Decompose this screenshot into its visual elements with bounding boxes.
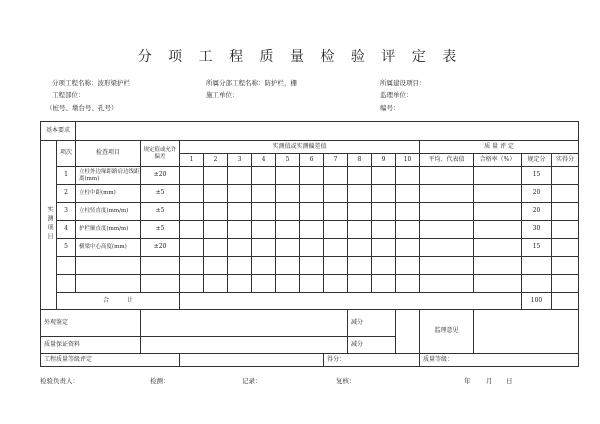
row-seq: 3 bbox=[57, 203, 76, 221]
col-avg-header: 平均、代表值 bbox=[420, 154, 474, 167]
measure-num-8: 8 bbox=[348, 154, 372, 167]
quality-grade-label: 质量等级： bbox=[420, 354, 579, 367]
measure-num-4: 4 bbox=[252, 154, 276, 167]
quality-docs-deduct-label: 减分 bbox=[348, 337, 396, 354]
row-seq: 4 bbox=[57, 221, 76, 239]
table-row bbox=[41, 275, 579, 293]
location-label: 工程部位： bbox=[52, 91, 85, 99]
row-item: 立柱外边缘距路肩边线距离(mm) bbox=[76, 167, 141, 185]
measure-num-6: 6 bbox=[300, 154, 324, 167]
measure-num-9: 9 bbox=[372, 154, 396, 167]
measured-items-label: 实测项目 bbox=[41, 141, 57, 310]
row-score: 15 bbox=[522, 167, 552, 185]
row-item: 护栏顺直度(mm/m) bbox=[76, 221, 141, 239]
page-title: 分 项 工 程 质 量 检 验 评 定 表 bbox=[137, 49, 463, 65]
row-seq: 1 bbox=[57, 167, 76, 185]
row-score: 20 bbox=[522, 185, 552, 203]
recorder-label: 记录： bbox=[242, 377, 262, 385]
number-label: 编号： bbox=[380, 104, 400, 112]
appearance-deduct-label: 减分 bbox=[348, 310, 396, 337]
basic-requirement-label: 基本要求 bbox=[41, 122, 76, 141]
col-pass-header: 合格率（%） bbox=[474, 154, 522, 167]
row-spec: ±5 bbox=[141, 221, 180, 239]
col-measured-header: 实测值或实测偏差值 bbox=[180, 141, 420, 154]
total-label: 合 计 bbox=[57, 293, 180, 310]
measure-num-3: 3 bbox=[228, 154, 252, 167]
score-label: 得分： bbox=[324, 354, 420, 367]
row-spec: ±5 bbox=[141, 185, 180, 203]
supervisor-label: 监理单位： bbox=[380, 91, 413, 99]
quality-docs-label: 质量保证资料 bbox=[41, 337, 141, 354]
col-seq-header: 项次 bbox=[57, 141, 76, 167]
year-label: 年 bbox=[464, 377, 471, 385]
row-score: 20 bbox=[522, 203, 552, 221]
contractor-label: 施工单位： bbox=[206, 91, 239, 99]
row-item: 立柱中距(mm) bbox=[76, 185, 141, 203]
supervision-label: 监理意见 bbox=[420, 310, 474, 354]
row-score: 30 bbox=[522, 221, 552, 239]
total-score: 100 bbox=[522, 293, 552, 310]
inspection-table bbox=[40, 121, 579, 367]
basic-requirement-cell bbox=[76, 122, 579, 141]
month-label: 月 bbox=[486, 377, 493, 385]
table-row bbox=[41, 257, 579, 275]
row-seq: 2 bbox=[57, 185, 76, 203]
col-spec-header: 规定值或允许偏差 bbox=[141, 141, 180, 167]
measure-num-2: 2 bbox=[204, 154, 228, 167]
table-row bbox=[41, 221, 579, 239]
table-row bbox=[41, 167, 579, 185]
row-score: 15 bbox=[522, 239, 552, 257]
measure-num-1: 1 bbox=[180, 154, 204, 167]
checker-label: 复核： bbox=[336, 377, 356, 385]
parent-project-label: 所属分部工程名称：防护栏，栅 bbox=[206, 79, 297, 87]
table-row bbox=[41, 185, 579, 203]
measure-num-10: 10 bbox=[396, 154, 420, 167]
row-spec: ±20 bbox=[141, 239, 180, 257]
row-spec: ±20 bbox=[141, 167, 180, 185]
row-item: 立柱竖直度(mm/m) bbox=[76, 203, 141, 221]
col-item-header: 检查项目 bbox=[76, 141, 141, 167]
row-seq: 5 bbox=[57, 239, 76, 257]
table-row bbox=[41, 239, 579, 257]
stake-label: （桩号、墩台号、孔号） bbox=[46, 104, 118, 112]
tester-label: 检测： bbox=[150, 377, 170, 385]
day-label: 日 bbox=[506, 377, 513, 385]
col-eval-header: 质 量 评 定 bbox=[420, 141, 579, 154]
col-score-header: 规定分 bbox=[522, 154, 552, 167]
measure-num-7: 7 bbox=[324, 154, 348, 167]
col-actual-header: 实得分 bbox=[552, 154, 579, 167]
project-name-label: 分项工程名称：波形梁护栏 bbox=[52, 79, 130, 87]
row-spec: ±5 bbox=[141, 203, 180, 221]
grade-label: 工程质量等级评定 bbox=[41, 354, 180, 367]
table-row bbox=[41, 203, 579, 221]
appearance-label: 外观鉴定 bbox=[41, 310, 141, 337]
measure-num-5: 5 bbox=[276, 154, 300, 167]
inspector-label: 检验负责人： bbox=[40, 377, 79, 385]
row-item: 横梁中心高度(mm) bbox=[76, 239, 141, 257]
construction-project-label: 所属建设项目： bbox=[380, 79, 426, 87]
